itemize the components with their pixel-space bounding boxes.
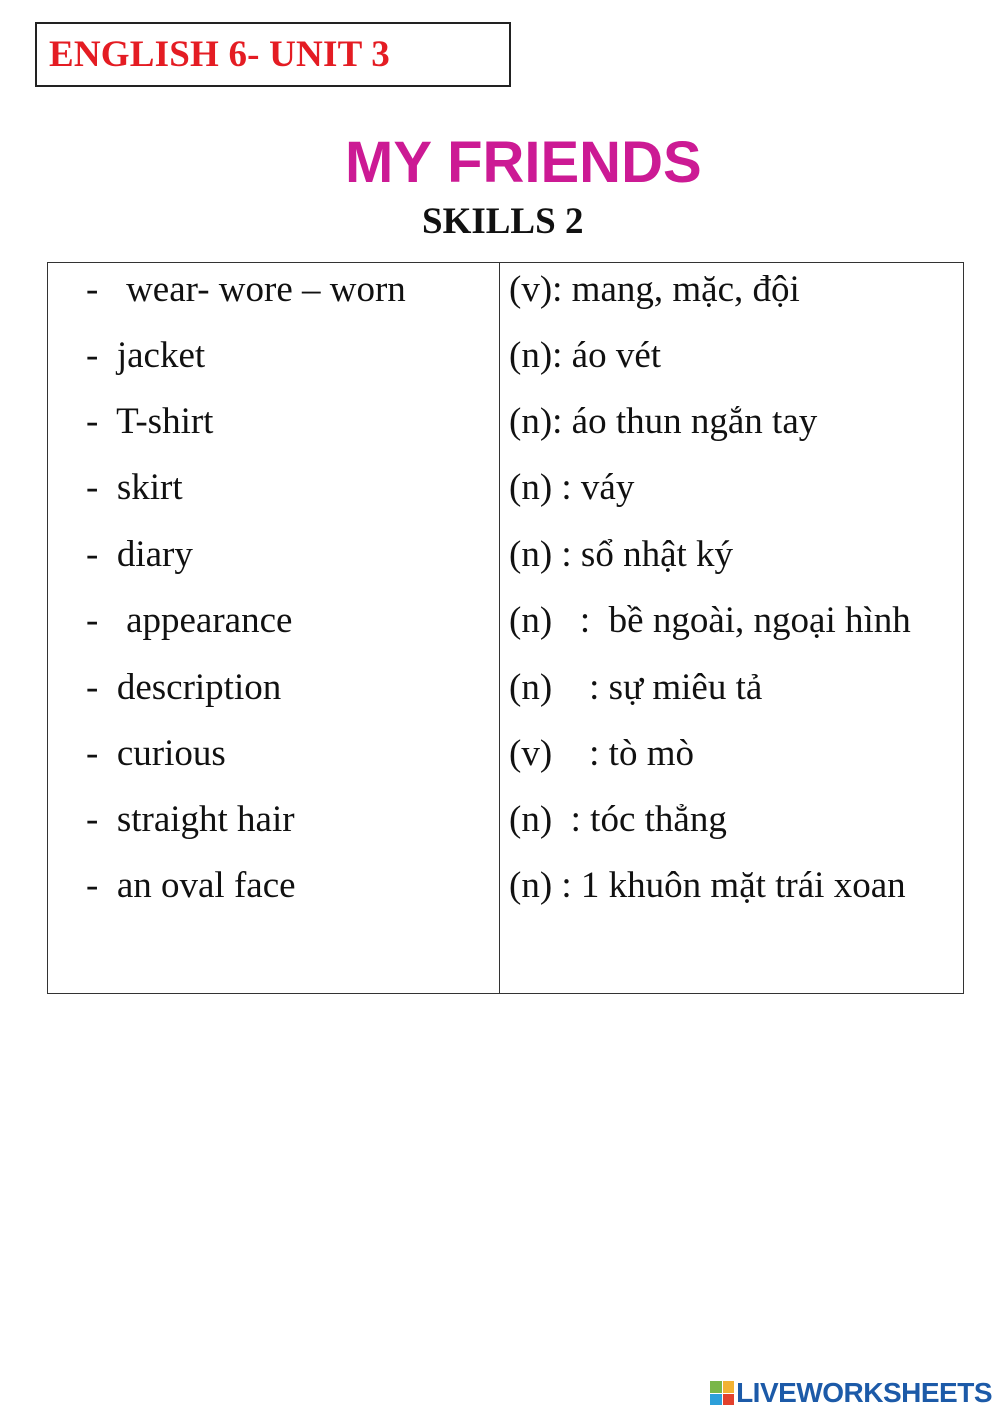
- vocabulary-row: [48, 729, 963, 795]
- unit-label: ENGLISH 6- UNIT 3: [49, 34, 390, 75]
- unit-label-box: [35, 22, 511, 87]
- vocabulary-meaning: (v) : tò mò: [509, 733, 694, 774]
- vocabulary-row: [48, 397, 963, 463]
- vocabulary-row: [48, 265, 963, 331]
- vocabulary-term: - straight hair: [86, 799, 295, 840]
- vocabulary-row: [48, 861, 963, 927]
- vocabulary-term: - jacket: [86, 335, 206, 376]
- vocabulary-term: - wear- wore – worn: [86, 269, 406, 310]
- vocabulary-meaning: (n): áo vét: [509, 335, 662, 376]
- vocabulary-row: [48, 530, 963, 596]
- vocabulary-meaning: (n) : sự miêu tả: [509, 667, 763, 708]
- vocabulary-term: - description: [86, 667, 282, 708]
- vocabulary-row: [48, 463, 963, 529]
- vocabulary-meaning: (n) : tóc thẳng: [509, 799, 727, 840]
- vocabulary-term: - curious: [86, 733, 226, 774]
- vocabulary-row: [48, 795, 963, 861]
- liveworksheets-logo[interactable]: [710, 1376, 992, 1410]
- vocabulary-meaning: (v): mang, mặc, đội: [509, 269, 800, 310]
- vocabulary-term: - an oval face: [86, 865, 296, 906]
- page-subtitle: SKILLS 2: [422, 201, 584, 242]
- vocabulary-table: [47, 262, 964, 994]
- vocabulary-term: - skirt: [86, 467, 183, 508]
- vocabulary-row: [48, 663, 963, 729]
- vocabulary-meaning: (n): áo thun ngắn tay: [509, 401, 818, 442]
- vocabulary-meaning: (n) : sổ nhật ký: [509, 534, 734, 575]
- page-title: MY FRIENDS: [345, 130, 702, 195]
- vocabulary-term: - T-shirt: [86, 401, 214, 442]
- vocabulary-meaning: (n) : bề ngoài, ngoại hình: [509, 600, 911, 641]
- liveworksheets-brand-text: LIVEWORKSHEETS: [736, 1377, 992, 1408]
- vocabulary-term: - diary: [86, 534, 193, 575]
- vocabulary-row: [48, 331, 963, 397]
- liveworksheets-logo-icon: [710, 1381, 734, 1405]
- vocabulary-term: - appearance: [86, 600, 293, 641]
- vocabulary-meaning: (n) : 1 khuôn mặt trái xoan: [509, 865, 906, 906]
- vocabulary-row: [48, 596, 963, 662]
- vocabulary-meaning: (n) : váy: [509, 467, 635, 508]
